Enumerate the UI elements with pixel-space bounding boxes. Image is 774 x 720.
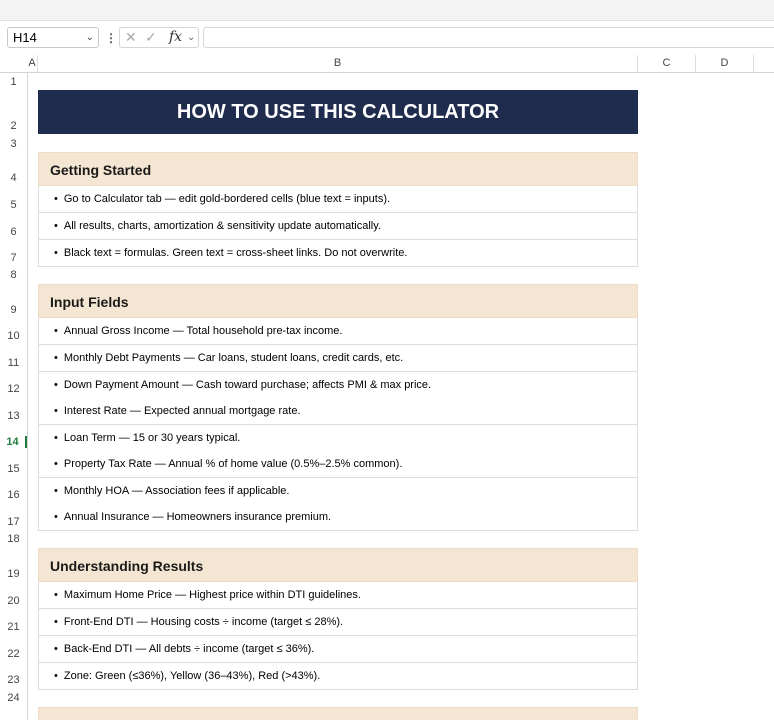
- ribbon-strip: [0, 0, 774, 21]
- page-title: HOW TO USE THIS CALCULATOR: [38, 90, 638, 134]
- more-options-icon[interactable]: ⋮: [105, 31, 117, 45]
- bullet-icon: •: [54, 247, 58, 259]
- section-heading-getting-started: Getting Started: [38, 152, 638, 186]
- list-item: [38, 504, 638, 531]
- list-item-text: Black text = formulas. Green text = cross-sheet links. Do not overwrite.: [63, 247, 408, 259]
- row-header-16[interactable]: 16: [7, 489, 20, 501]
- row-header-9[interactable]: 9: [10, 304, 17, 316]
- row-header-24[interactable]: 24: [7, 692, 20, 704]
- list-item: [38, 345, 638, 372]
- row-headers: [0, 72, 28, 720]
- section-heading-input-fields: Input Fields: [38, 284, 638, 318]
- row-header-14[interactable]: 14: [0, 436, 27, 448]
- formula-input[interactable]: [203, 27, 774, 48]
- bullet-icon: •: [54, 352, 58, 364]
- bullet-icon: •: [54, 670, 58, 682]
- list-item-text: Maximum Home Price — Highest price within DTI guidelines.: [63, 589, 361, 601]
- row-header-4[interactable]: 4: [10, 172, 17, 184]
- list-item-text: Loan Term — 15 or 30 years typical.: [63, 432, 241, 444]
- row-header-11[interactable]: 11: [7, 357, 20, 369]
- bullet-icon: •: [54, 379, 58, 391]
- row-header-8[interactable]: 8: [10, 269, 17, 281]
- row-header-23[interactable]: 23: [7, 674, 20, 686]
- list-item: [38, 240, 638, 267]
- name-box-value: H14: [13, 30, 37, 45]
- expand-formula-icon[interactable]: ⌄: [187, 32, 196, 43]
- column-headers: [0, 55, 774, 73]
- row-header-18[interactable]: 18: [7, 533, 20, 545]
- bullet-icon: •: [54, 485, 58, 497]
- list-item-text: Back-End DTI — All debts ÷ income (target ≤ 36%).: [63, 643, 315, 655]
- list-item-text: All results, charts, amortization & sensitivity update automatically.: [63, 220, 381, 232]
- column-header-d[interactable]: D: [696, 55, 754, 72]
- bullet-icon: •: [54, 643, 58, 655]
- formula-bar: [0, 25, 774, 51]
- list-item-text: Zone: Green (≤36%), Yellow (36–43%), Red (>43%).: [63, 670, 321, 682]
- chevron-down-icon[interactable]: ⌄: [85, 32, 94, 43]
- row-header-3[interactable]: 3: [10, 138, 17, 150]
- section-heading-understanding-results: Understanding Results: [38, 548, 638, 582]
- list-item-text: Down Payment Amount — Cash toward purchase; affects PMI & max price.: [63, 379, 432, 391]
- row-header-15[interactable]: 15: [7, 463, 20, 475]
- bullet-icon: •: [54, 220, 58, 232]
- row-header-12[interactable]: 12: [7, 383, 20, 395]
- list-item-text: Interest Rate — Expected annual mortgage rate.: [63, 405, 301, 417]
- list-item: [38, 318, 638, 345]
- list-item: [38, 451, 638, 478]
- row-header-10[interactable]: 10: [7, 330, 20, 342]
- list-item-text: Property Tax Rate — Annual % of home value (0.5%–2.5% common).: [63, 458, 403, 470]
- row-header-6[interactable]: 6: [10, 226, 17, 238]
- list-item-text: Monthly HOA — Association fees if applicable.: [63, 485, 290, 497]
- row-header-2[interactable]: 2: [10, 120, 17, 132]
- cancel-icon[interactable]: ✕: [125, 29, 137, 45]
- list-item-text: Annual Insurance — Homeowners insurance premium.: [63, 511, 332, 523]
- name-box[interactable]: [7, 27, 99, 48]
- list-item: [38, 478, 638, 505]
- list-item-text: Go to Calculator tab — edit gold-bordered cells (blue text = inputs).: [63, 193, 391, 205]
- row-header-21[interactable]: 21: [7, 621, 20, 633]
- row-header-13[interactable]: 13: [7, 410, 20, 422]
- row-header-19[interactable]: 19: [7, 568, 20, 580]
- insert-function-icon[interactable]: fx: [169, 29, 183, 45]
- bullet-icon: •: [54, 193, 58, 205]
- list-item-text: Front-End DTI — Housing costs ÷ income (target ≤ 28%).: [63, 616, 344, 628]
- confirm-icon[interactable]: ✓: [145, 29, 157, 45]
- formula-controls: [119, 27, 199, 48]
- list-item: [38, 425, 638, 452]
- row-header-22[interactable]: 22: [7, 648, 20, 660]
- row-header-5[interactable]: 5: [10, 199, 17, 211]
- row-header-1[interactable]: 1: [10, 76, 17, 88]
- column-header-b[interactable]: B: [38, 55, 638, 72]
- bullet-icon: •: [54, 589, 58, 601]
- row-header-17[interactable]: 17: [7, 516, 20, 528]
- bullet-icon: •: [54, 325, 58, 337]
- bullet-icon: •: [54, 405, 58, 417]
- list-item: [38, 213, 638, 240]
- list-item: [38, 663, 638, 690]
- bullet-icon: •: [54, 616, 58, 628]
- row-header-7[interactable]: 7: [10, 252, 17, 264]
- row-header-20[interactable]: 20: [7, 595, 20, 607]
- list-item: [38, 372, 638, 399]
- bullet-icon: •: [54, 511, 58, 523]
- bullet-icon: •: [54, 458, 58, 470]
- bullet-icon: •: [54, 432, 58, 444]
- list-item: [38, 582, 638, 609]
- list-item: [38, 636, 638, 663]
- column-header-a[interactable]: A: [27, 55, 38, 72]
- section-heading-partial: [38, 707, 638, 720]
- list-item: [38, 609, 638, 636]
- column-header-c[interactable]: C: [638, 55, 696, 72]
- list-item: [38, 398, 638, 425]
- list-item: [38, 186, 638, 213]
- list-item-text: Monthly Debt Payments — Car loans, student loans, credit cards, etc.: [63, 352, 404, 364]
- list-item-text: Annual Gross Income — Total household pre-tax income.: [63, 325, 343, 337]
